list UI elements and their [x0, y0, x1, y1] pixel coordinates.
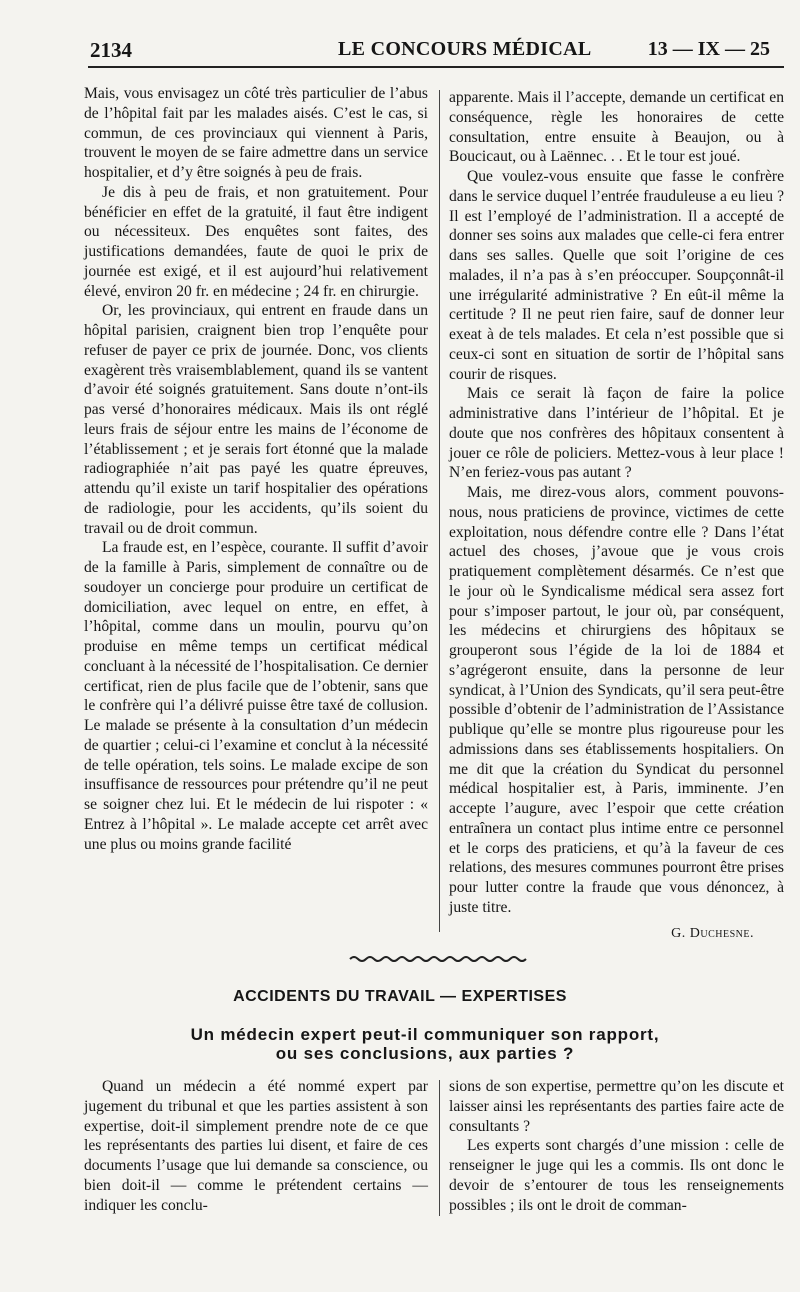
page-header [90, 38, 770, 66]
article-title-line: ou ses conclusions, aux parties ? [275, 1044, 575, 1063]
paragraph: Que voulez-vous ensuite que fasse le confrère dans le service duquel l’entrée frauduleuse a eu lieu ? Il est l’employé de l’administration. Il a accepté de donner ses soins aux malades que celle-ci fera entrer dans ses salles. Quelle que soit l’origine de ces malades, il n’a pas à s’en préoccuper. Soupçonnât-il une irrégularité administrative ? En eût-il même la certitude ? Il ne peut rien faire, sauf de donner leur exeat à de tels malades. Et cela n’est possible que si ceux-ci sont en situation de sortir de l’hôpital sans courir de risques. [449, 168, 784, 383]
article1-right-column [449, 88, 784, 943]
paragraph: apparente. Mais il l’accepte, demande un certificat en conséquence, règle les honoraires de cette consultation, entre ensuite à Beaujon, ou à Boucicaut, ou à Laënnec. . . Et le tour est joué. [449, 89, 784, 166]
article-title [120, 1025, 730, 1063]
article2-left-column [84, 1077, 428, 1215]
paragraph: Je dis à peu de frais, et non gratuitement. Pour bénéficier en effet de la gratuité, il faut être indigent ou nécessiteux. Des enquêtes sont faites, des justifications demandées, faute de quoi le prix de journée est exigé, et il est aujourd’hui relativement élevé, environ 20 fr. en médecine ; 24 fr. en chirurgie. [84, 183, 428, 300]
paragraph: Mais, vous envisagez un côté très particulier de l’abus de l’hôpital fait par les malades aisés. C’est le cas, si commun, de ces provinciaux qui viennent à Paris, trouvent le moyen de se faire admettre dans un service hospitalier, et d’y être soignés à peu de frais. [84, 85, 428, 181]
header-rule [88, 66, 784, 68]
section-heading: ACCIDENTS DU TRAVAIL — EXPERTISES [233, 988, 567, 1005]
paragraph: La fraude est, en l’espèce, courante. Il suffit d’avoir de la famille à Paris, simplement de connaître ou de soudoyer un concierge pour produire un certificat de domiciliation, avec lequel on entre, en effet, à l’hôpital, comme dans un moulin, pourvu qu’on produise en même temps un certificat médical concluant à la nécessité de l’hospitalisation. Ce dernier certificat, rien de plus facile que de l’obtenir, sans que le confrère qui l’a délivré puisse être taxé de collusion. Le malade se présente à la consultation d’un médecin de quartier ; celui-ci l’examine et conclut à la nécessité de telle opération, tels soins. Le malade excipe de son insuffisance de ressources pour prétendre qu’il ne peut se soigner chez lui. Et le médecin de lui rispoter : « Entrez à l’hôpital ». Le malade accepte cet arrêt avec une plus ou moins grande facilité [84, 539, 428, 853]
column-divider [439, 90, 440, 932]
paragraph: Mais ce serait là façon de faire la police administrative dans l’intérieur de l’hôpital. Et je doute que nos confrères des hôpitaux consentent à jouer ce rôle de policiers. Mettez-vous à leur place ! N’en feriez-vous pas autant ? [449, 385, 784, 482]
paragraph: sions de son expertise, permettre qu’on les discute et laisser ainsi les représentants des parties faire acte de consultants ? [449, 1078, 784, 1135]
paragraph: Or, les provinciaux, qui entrent en fraude dans un hôpital parisien, craignent bien trop l’enquête pour refuser de payer ce prix de journée. Donc, vos clients exagèrent très vraisemblablement, quand ils se vantent d’avoir été soignés gratuitement. Sans doute n’ont-ils pas versé d’honoraires médicaux. Mais ils ont réglé leurs frais de séjour entre les mains de l’économe de l’établissement ; et je serais fort étonné que la malade radiographiée n’ait pas payé les quatre épreuves, attendu qu’il existe un tarif hospitalier des opérations de radiologie, pour les accidents, qu’ils soient du travail ou de droit commun. [84, 302, 428, 537]
paragraph: Mais, me direz-vous alors, comment pouvons-nous, nous praticiens de province, victimes de cette exploitation, nous défendre contre elle ? Dans l’état actuel des choses, j’avoue que je vous crois pratiquement complètement désarmés. Ce n’est que le jour où le Syndicalisme médical sera assez fort pour s’imposer partout, le jour où, par conséquent, les médecins et chirurgiens des hôpitaux se grouperont sous l’égide de la loi de 1884 et s’agrégeront ensuite, dans la personne de leur syndicat, à l’Union des Syndicats, qu’il sera peut-être possible d’obtenir de l’administration de l’Assistance publique qu’elle se montre plus rigoureuse pour les admissions dans ses établissements hospitaliers. On me dit que la création du Syndicat du personnel médical hospitalier est, à Paris, imminente. J’en accepte l’augure, avec l’espoir que cette création entraînera un contact plus intime entre ce personnel et le corps des praticiens, et qu’à la faveur de ces relations, des mesures communes pourront être prises pour lutter contre la fraude que vous dénoncez, à juste titre. [449, 484, 784, 916]
paragraph: Quand un médecin a été nommé expert par jugement du tribunal et que les parties assistent à son expertise, doit-il simplement prendre note de ce que les représentants des parties lui disent, et faire de ces documents l’usage que lui demande sa conscience, ou bien doit-il — comme le prétendent certains — indiquer les conclu- [84, 1078, 428, 1214]
paragraph: Les experts sont chargés d’une mission : celle de renseigner le juge qui les a commis. Ils ont donc le devoir de s’entourer de tous les renseignements possibles ; ils ont le droit de comman- [449, 1137, 784, 1214]
issue-date: 13 — IX — 25 [647, 38, 770, 60]
page-number: 2134 [90, 38, 132, 62]
author-signature: G. Duchesne. [671, 925, 754, 941]
column-divider [439, 1080, 440, 1216]
journal-title: LE CONCOURS MÉDICAL [338, 38, 592, 60]
article1-left-column [84, 84, 428, 854]
article2-right-column [449, 1077, 784, 1215]
article-title-line: Un médecin expert peut-il communiquer son rapport, [190, 1025, 660, 1044]
ornament-divider [348, 954, 530, 964]
